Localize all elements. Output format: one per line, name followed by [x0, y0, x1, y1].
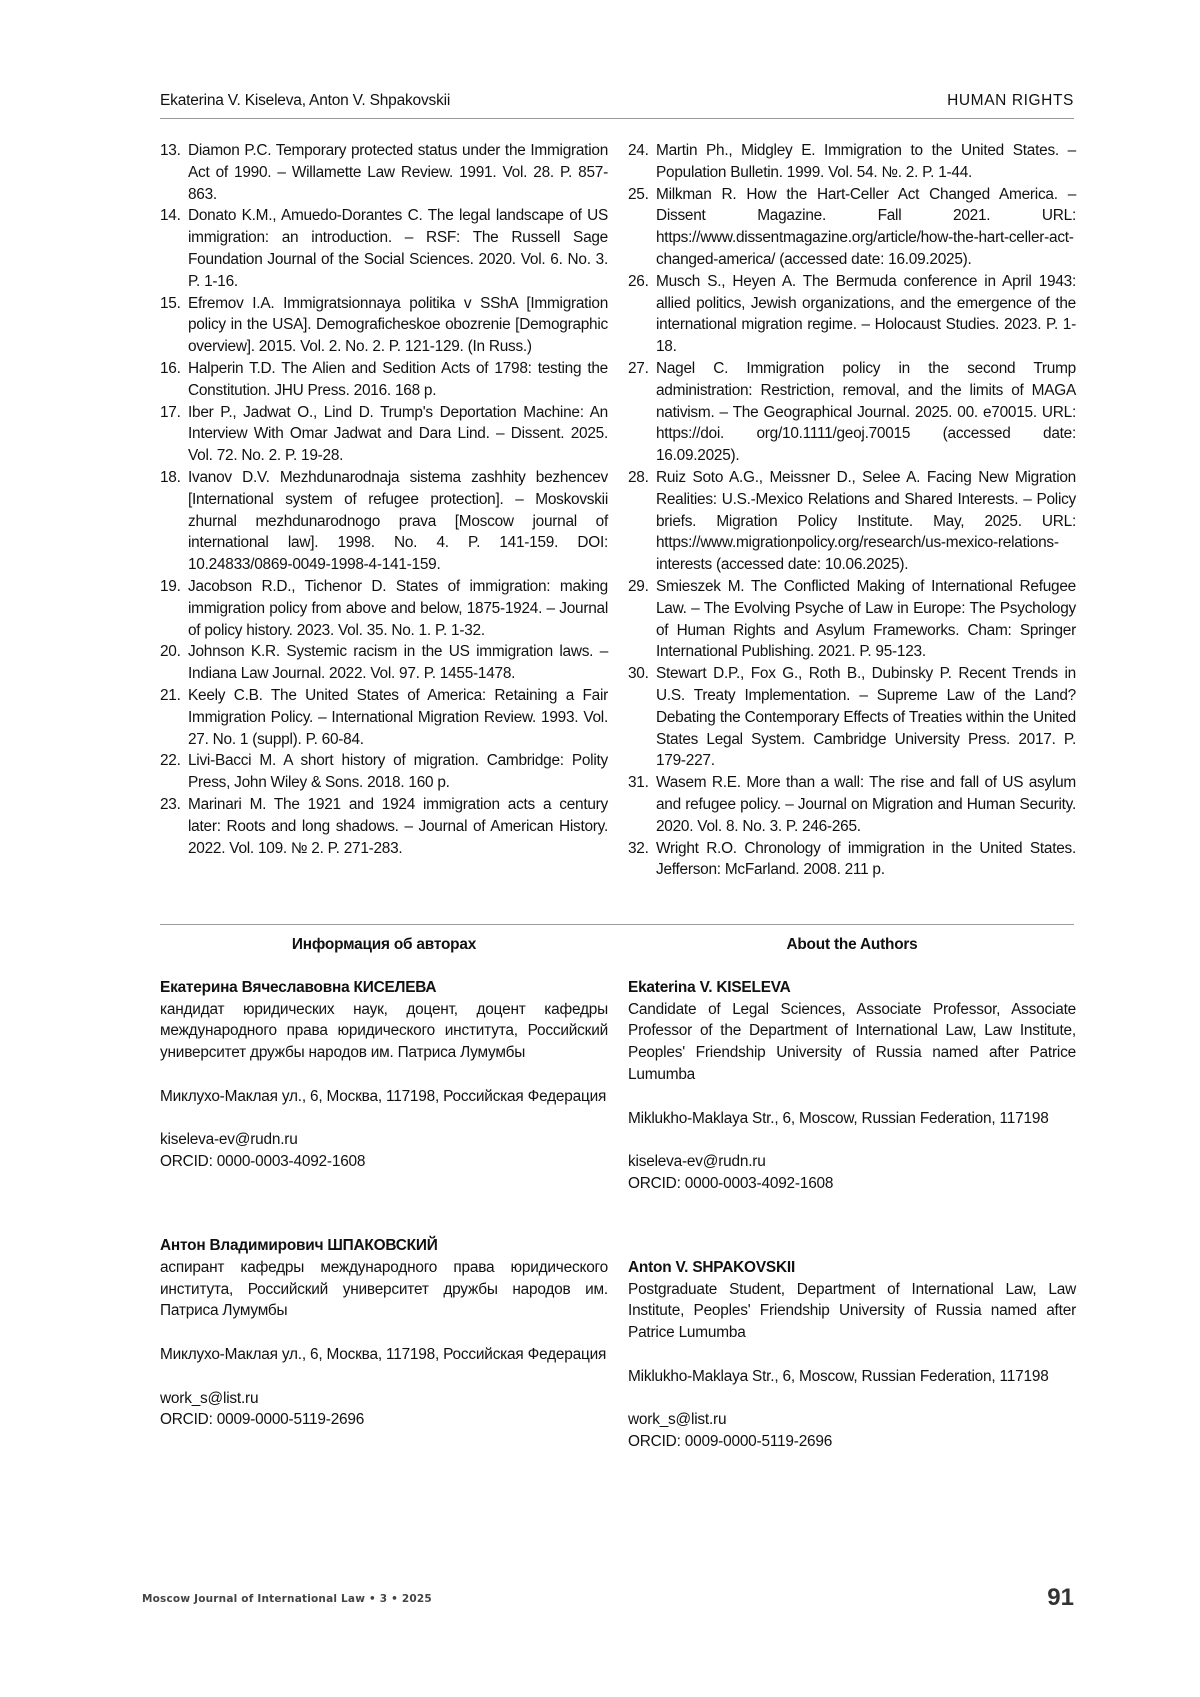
reference-item: 22. Livi-Bacci M. A short history of migration. Cambridge: Polity Press, John Wiley & Sons. 2018. 160 p. [160, 750, 608, 794]
reference-item: 14. Donato K.M., Amuedo-Dorantes C. The legal landscape of US immigration: an introduction. – RSF: The Russell Sage Foundation Journal of the Social Sciences. 2020. Vol. 6. No. 3. P. 1-16. [160, 205, 608, 292]
reference-item: 16. Halperin T.D. The Alien and Sedition Acts of 1798: testing the Constitution. JHU Press. 2016. 168 p. [160, 358, 608, 402]
author-name: Екатерина Вячеславовна КИСЕЛЕВА [160, 977, 608, 999]
author-address: Миклухо-Маклая ул., 6, Москва, 117198, Российская Федерация [160, 1344, 608, 1366]
authors-info-ru [160, 934, 608, 1493]
authors-heading-en: About the Authors [628, 934, 1076, 956]
author-card [628, 1257, 1076, 1453]
author-orcid: ORCID: 0009-0000-5119-2696 [628, 1431, 1076, 1453]
footer-journal-title: Moscow Journal of International Law • 3 • 2025 [142, 1593, 432, 1605]
reference-item: 18. Ivanov D.V. Mezhdunarodnaja sistema zashhity bezhencev [International system of refugee protection]. – Moskovskii zhurnal mezhdunarodnogo prava [Moscow journal of international law]. 1998. No. 4. P. 141-159. DOI: 10.24833/0869-0049-1998-4-141-159. [160, 467, 608, 576]
author-email[interactable]: kiseleva-ev@rudn.ru [628, 1151, 1076, 1173]
header-authors: Ekaterina V. Kiseleva, Anton V. Shpakovskii [160, 92, 450, 110]
authors-info-en [628, 934, 1076, 1515]
author-position: Postgraduate Student, Department of International Law, Law Institute, Peoples' Friendship University of Russia named after Patrice Lumumba [628, 1279, 1076, 1344]
reference-item: 32. Wright R.O. Chronology of immigration in the United States. Jefferson: McFarland. 2008. 211 p. [628, 838, 1076, 882]
reference-item: 27. Nagel C. Immigration policy in the second Trump administration: Restriction, removal, and the limits of MAGA nativism. – The Geographical Journal. 2025. 00. e70015. URL: https://doi. org/10.1111/geoj.70015 (accessed date: 16.09.2025). [628, 358, 1076, 467]
author-name: Антон Владимирович ШПАКОВСКИЙ [160, 1235, 608, 1257]
reference-item: 20. Johnson K.R. Systemic racism in the US immigration laws. – Indiana Law Journal. 2022. Vol. 97. P. 1455-1478. [160, 641, 608, 685]
author-email[interactable]: kiseleva-ev@rudn.ru [160, 1129, 608, 1151]
author-address: Miklukho-Maklaya Str., 6, Moscow, Russian Federation, 117198 [628, 1366, 1076, 1388]
author-email[interactable]: work_s@list.ru [628, 1409, 1076, 1431]
header-section: HUMAN RIGHTS [947, 92, 1074, 110]
reference-item: 21. Keely C.B. The United States of America: Retaining a Fair Immigration Policy. – International Migration Review. 1993. Vol. 27. No. 1 (suppl). P. 60-84. [160, 685, 608, 750]
header-rule [160, 118, 1074, 119]
author-card [160, 1235, 608, 1431]
authors-heading-ru: Информация об авторах [160, 934, 608, 956]
author-address: Миклухо-Маклая ул., 6, Москва, 117198, Российская Федерация [160, 1086, 608, 1108]
author-position: Candidate of Legal Sciences, Associate Professor, Associate Professor of the Department of International Law, Law Institute, Peoples' Friendship University of Russia named after Patrice Lumumba [628, 999, 1076, 1086]
author-orcid: ORCID: 0000-0003-4092-1608 [628, 1173, 1076, 1195]
section-rule [160, 924, 1074, 925]
reference-item: 25. Milkman R. How the Hart-Celler Act Changed America. – Dissent Magazine. Fall 2021. URL: https://www.dissentmagazine.org/article/how-the-hart-celler-act-changed-america/ (accessed date: 16.09.2025). [628, 184, 1076, 271]
author-card [628, 977, 1076, 1195]
references-left-column [160, 140, 608, 859]
reference-item: 28. Ruiz Soto A.G., Meissner D., Selee A. Facing New Migration Realities: U.S.-Mexico Relations and Shared Interests. – Policy briefs. Migration Policy Institute. May, 2025. URL: https://www.migrationpolicy.org/research/us-mexico-relations-interests (accessed date: 10.06.2025). [628, 467, 1076, 576]
reference-item: 30. Stewart D.P., Fox G., Roth B., Dubinsky P. Recent Trends in U.S. Treaty Implementation. – Supreme Law of the Land? Debating the Contemporary Effects of Treaties within the United States Legal System. Cambridge University Press. 2017. P. 179-227. [628, 663, 1076, 772]
author-card [160, 977, 608, 1173]
author-email[interactable]: work_s@list.ru [160, 1388, 608, 1410]
reference-item: 19. Jacobson R.D., Tichenor D. States of immigration: making immigration policy from above and below, 1875-1924. – Journal of policy history. 2023. Vol. 35. No. 1. P. 1-32. [160, 576, 608, 641]
author-orcid: ORCID: 0000-0003-4092-1608 [160, 1151, 608, 1173]
author-position: аспирант кафедры международного права юридического института, Российский университет дружбы народов им. Патриса Лумумбы [160, 1257, 608, 1322]
author-name: Anton V. SHPAKOVSKII [628, 1257, 1076, 1279]
reference-item: 24. Martin Ph., Midgley E. Immigration to the United States. – Population Bulletin. 1999. Vol. 54. №. 2. P. 1-44. [628, 140, 1076, 184]
reference-item: 29. Smieszek M. The Conflicted Making of International Refugee Law. – The Evolving Psyche of Law in Europe: The Psychology of Human Rights and Asylum Frameworks. Cham: Springer International Publishing. 2021. P. 95-123. [628, 576, 1076, 663]
author-name: Ekaterina V. KISELEVA [628, 977, 1076, 999]
author-address: Miklukho-Maklaya Str., 6, Moscow, Russian Federation, 117198 [628, 1108, 1076, 1130]
reference-item: 31. Wasem R.E. More than a wall: The rise and fall of US asylum and refugee policy. – Journal on Migration and Human Security. 2020. Vol. 8. No. 3. P. 246-265. [628, 772, 1076, 837]
author-orcid: ORCID: 0009-0000-5119-2696 [160, 1409, 608, 1431]
reference-item: 15. Efremov I.A. Immigratsionnaya politika v SShA [Immigration policy in the USA]. Demograficheskoe obozrenie [Demographic overview]. 2015. Vol. 2. No. 2. P. 121-129. (In Russ.) [160, 293, 608, 358]
author-position: кандидат юридических наук, доцент, доцент кафедры международного права юридического института, Российский университет дружбы народов им. Патриса Лумумбы [160, 999, 608, 1064]
reference-item: 23. Marinari M. The 1921 and 1924 immigration acts a century later: Roots and long shadows. – Journal of American History. 2022. Vol. 109. № 2. P. 271-283. [160, 794, 608, 859]
reference-item: 26. Musch S., Heyen A. The Bermuda conference in April 1943: allied politics, Jewish organizations, and the emergence of the international migration regime. – Holocaust Studies. 2023. P. 1-18. [628, 271, 1076, 358]
reference-item: 13. Diamon P.C. Temporary protected status under the Immigration Act of 1990. – Willamette Law Review. 1991. Vol. 28. P. 857-863. [160, 140, 608, 205]
running-header [160, 88, 1074, 114]
references-right-column [628, 140, 1076, 881]
reference-item: 17. Iber P., Jadwat O., Lind D. Trump's Deportation Machine: An Interview With Omar Jadwat and Dara Lind. – Dissent. 2025. Vol. 72. No. 2. P. 19-28. [160, 402, 608, 467]
page-number: 91 [1047, 1584, 1074, 1612]
